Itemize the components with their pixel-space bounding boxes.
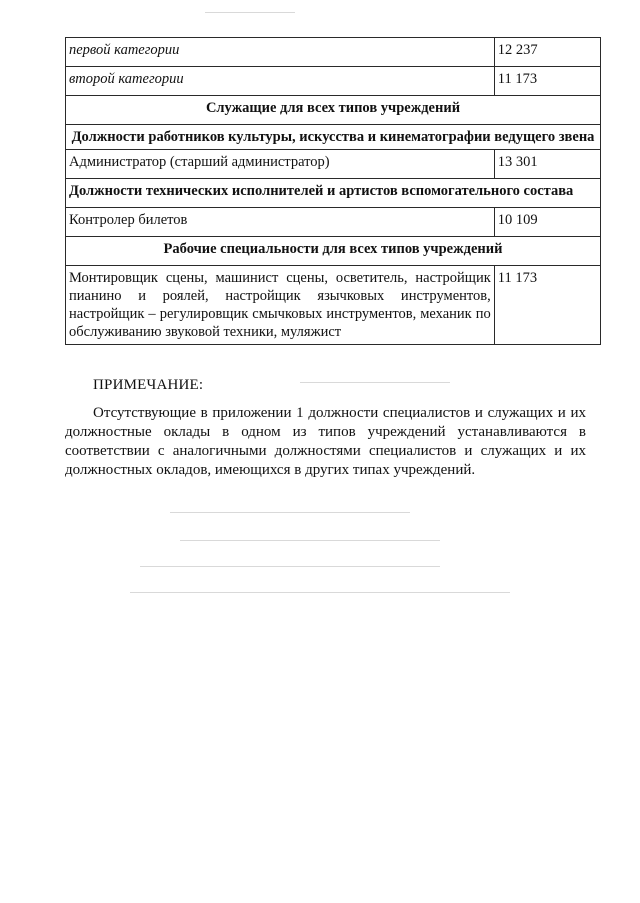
salary-cell: 13 301: [494, 150, 600, 179]
scan-artifact: [130, 592, 510, 593]
section-heading: Рабочие специальности для всех типов учреждений: [66, 237, 601, 266]
table-row: [66, 67, 601, 96]
salary-cell: 10 109: [494, 208, 600, 237]
scan-artifact: [300, 382, 450, 383]
scan-artifact: [205, 12, 295, 13]
section-row: [66, 125, 601, 150]
section-heading: Должности технических исполнителей и артистов вспомогательного состава: [66, 179, 601, 208]
table-row: [66, 266, 601, 345]
section-row: [66, 96, 601, 125]
salary-table: [65, 37, 601, 345]
scan-artifact: [140, 566, 440, 567]
section-row: [66, 237, 601, 266]
position-cell: первой категории: [66, 38, 495, 67]
position-cell: Монтировщик сцены, машинист сцены, осветитель, настройщик пианино и роялей, настройщик язычковых инструментов, настройщик – регулировщик смычковых инструментов, механик по обслуживанию звуковой техники, муляжист: [66, 266, 495, 345]
position-cell: Контролер билетов: [66, 208, 495, 237]
scan-artifact: [180, 540, 440, 541]
section-row: [66, 179, 601, 208]
position-cell: второй категории: [66, 67, 495, 96]
note-text: Отсутствующие в приложении 1 должности специалистов и служащих и их должностные оклады в одном из типов учреждений устанавливаются в соответствии с аналогичными должностями специалистов и служащих и их должностных окладов, имеющихся в других типах учреждений.: [65, 405, 586, 478]
note-title: ПРИМЕЧАНИЕ:: [93, 377, 204, 393]
table-row: [66, 150, 601, 179]
scan-artifact: [170, 512, 410, 513]
table-row: [66, 208, 601, 237]
section-heading: Должности работников культуры, искусства и кинематографии ведущего звена: [66, 125, 601, 150]
salary-cell: 12 237: [494, 38, 600, 67]
position-cell: Администратор (старший администратор): [66, 150, 495, 179]
salary-cell: 11 173: [494, 266, 600, 345]
section-heading: Служащие для всех типов учреждений: [66, 96, 601, 125]
table-row: [66, 38, 601, 67]
salary-cell: 11 173: [494, 67, 600, 96]
